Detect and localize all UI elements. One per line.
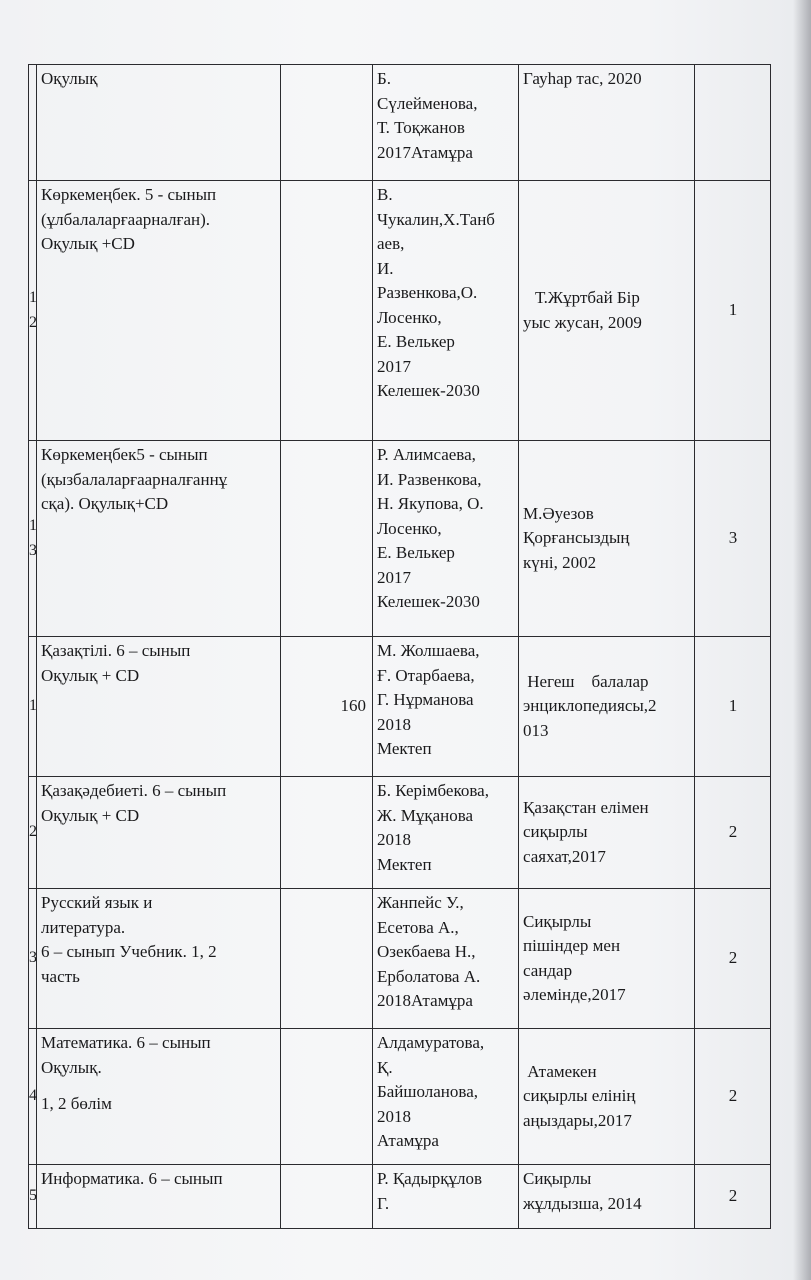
table-row bbox=[29, 777, 771, 889]
row-number: 2 bbox=[29, 777, 37, 889]
table-row bbox=[29, 1029, 771, 1165]
row-number: 5 bbox=[29, 1165, 37, 1229]
book-author: Жанпейс У., Есетова А., Озекбаева Н., Ерболатова А. 2018Атамұра bbox=[373, 889, 519, 1029]
book-author: Р. Қадырқұлов Г. bbox=[373, 1165, 519, 1229]
book-quantity bbox=[281, 1165, 373, 1229]
book-author: М. Жолшаева, Ғ. Отарбаева, Г. Нұрманова 2018 Мектеп bbox=[373, 637, 519, 777]
book-count: 1 bbox=[695, 181, 771, 441]
book-title: Қазақтілі. 6 – сынып Оқулық + CD bbox=[37, 637, 281, 777]
row-number bbox=[29, 65, 37, 181]
book-quantity: 160 bbox=[281, 637, 373, 777]
book-title: Оқулық bbox=[37, 65, 281, 181]
book-author: Р. Алимсаева, И. Развенкова, Н. Якупова, О. Лосенко, Е. Велькер 2017 Келешек-2030 bbox=[373, 441, 519, 637]
book-title: Көркемеңбек5 - сынып (қызбалаларғаарналғаннұ сқа). Оқулық+CD bbox=[37, 441, 281, 637]
book-count: 1 bbox=[695, 637, 771, 777]
table-row bbox=[29, 181, 771, 441]
table-row bbox=[29, 637, 771, 777]
book-count: 2 bbox=[695, 889, 771, 1029]
book-count: 2 bbox=[695, 1165, 771, 1229]
table-row bbox=[29, 441, 771, 637]
library-book: Сиқырлы жұлдызша, 2014 bbox=[519, 1165, 695, 1229]
row-number: 13 bbox=[29, 441, 37, 637]
book-count: 2 bbox=[695, 777, 771, 889]
book-count bbox=[695, 65, 771, 181]
library-book: Гауһар тас, 2020 bbox=[519, 65, 695, 181]
book-quantity bbox=[281, 777, 373, 889]
library-book: М.Әуезов Қорғансыздың күні, 2002 bbox=[519, 441, 695, 637]
book-title: Қазақәдебиеті. 6 – сынып Оқулық + CD bbox=[37, 777, 281, 889]
library-book: Сиқырлы пішіндер мен сандар әлемінде,2017 bbox=[519, 889, 695, 1029]
book-author: В. Чукалин,Х.Танб аев, И. Развенкова,О. Лосенко, Е. Велькер 2017 Келешек-2030 bbox=[373, 181, 519, 441]
table-row bbox=[29, 65, 771, 181]
book-title: Көркемеңбек. 5 - сынып (ұлбалаларғаарналған). Оқулық +CD bbox=[37, 181, 281, 441]
book-quantity bbox=[281, 181, 373, 441]
table-row bbox=[29, 889, 771, 1029]
row-number: 3 bbox=[29, 889, 37, 1029]
row-number: 4 bbox=[29, 1029, 37, 1165]
book-title: Русский язык и литература. 6 – сынып Учебник. 1, 2 часть bbox=[37, 889, 281, 1029]
library-book: Қазақстан елімен сиқырлы саяхат,2017 bbox=[519, 777, 695, 889]
book-author: Алдамуратова, Қ. Байшоланова, 2018 Атамұра bbox=[373, 1029, 519, 1165]
library-book: Т.Жұртбай Бір уыс жусан, 2009 bbox=[519, 181, 695, 441]
page-edge-shadow bbox=[793, 0, 811, 1280]
library-book: Атамекен сиқырлы елінің аңыздары,2017 bbox=[519, 1029, 695, 1165]
books-table bbox=[28, 64, 771, 1229]
book-quantity bbox=[281, 889, 373, 1029]
table-row bbox=[29, 1165, 771, 1229]
book-count: 3 bbox=[695, 441, 771, 637]
book-author: Б. Керімбекова, Ж. Мұқанова 2018 Мектеп bbox=[373, 777, 519, 889]
book-quantity bbox=[281, 441, 373, 637]
book-quantity bbox=[281, 65, 373, 181]
book-title: Информатика. 6 – сынып bbox=[37, 1165, 281, 1229]
library-book: Негеш балалар энциклопедиясы,2 013 bbox=[519, 637, 695, 777]
row-number: 12 bbox=[29, 181, 37, 441]
row-number: 1 bbox=[29, 637, 37, 777]
books-table-body bbox=[29, 65, 771, 1229]
book-quantity bbox=[281, 1029, 373, 1165]
book-count: 2 bbox=[695, 1029, 771, 1165]
book-title: Математика. 6 – сынып Оқулық. 1, 2 бөлім bbox=[37, 1029, 281, 1165]
book-author: Б. Сүлейменова, Т. Тоқжанов 2017Атамұра bbox=[373, 65, 519, 181]
